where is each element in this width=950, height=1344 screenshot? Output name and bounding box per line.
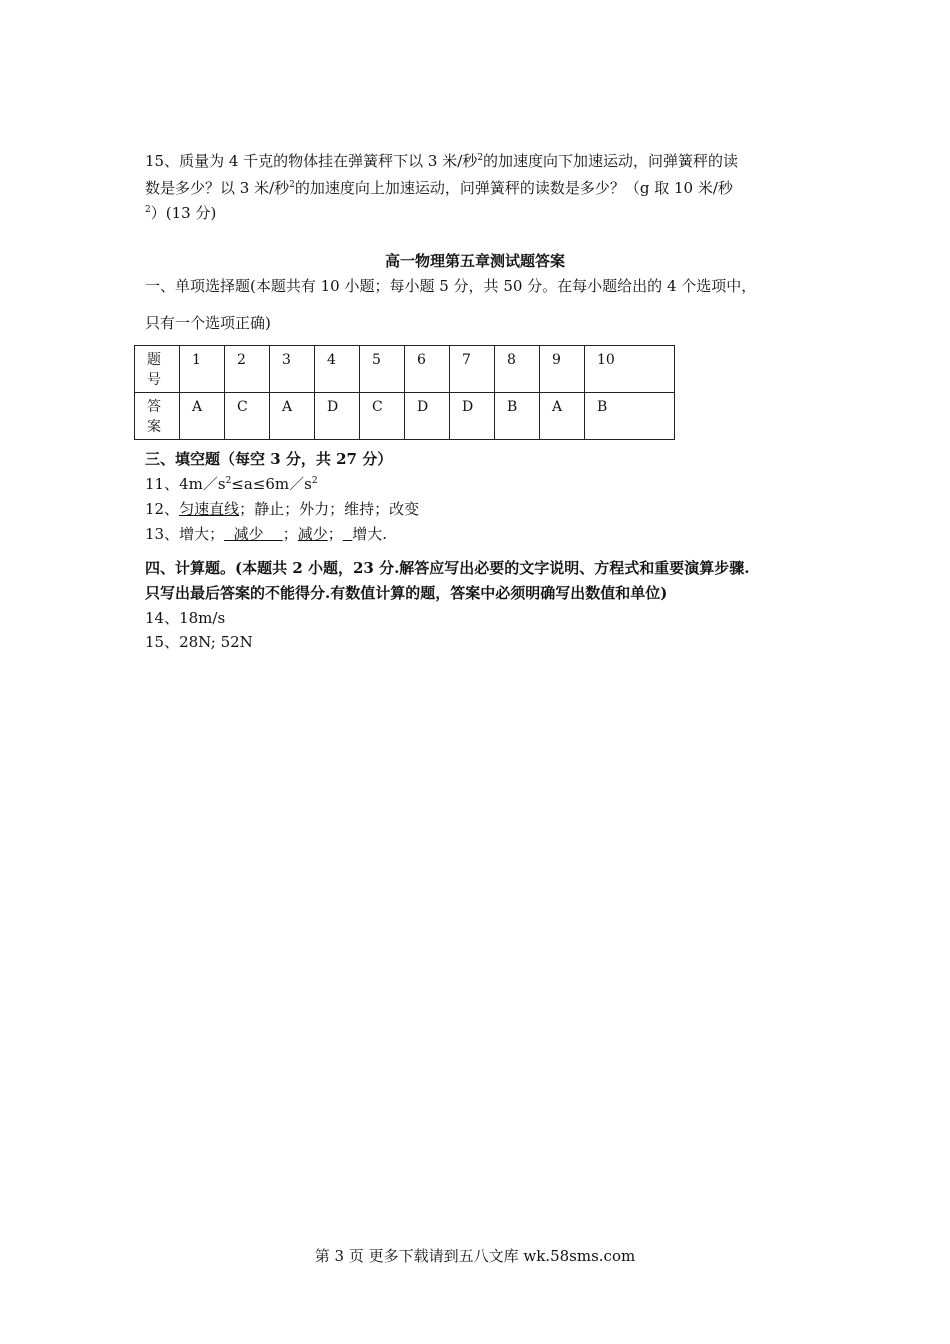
table-cell: 3: [270, 346, 315, 393]
table-row-numbers: [135, 346, 675, 393]
table-cell: 10: [585, 346, 675, 393]
table-cell: 1: [180, 346, 225, 393]
question-15-line-1: 15、质量为 4 千克的物体挂在弹簧秤下以 3 米/秒$^2$的加速度向下加速运动，问弹簧秤的读: [145, 152, 739, 170]
table-cell: D: [450, 393, 495, 440]
answer-table: [134, 345, 675, 440]
table-cell: A: [270, 393, 315, 440]
table-cell: D: [315, 393, 360, 440]
table-cell: 9: [540, 346, 585, 393]
table-cell: D: [405, 393, 450, 440]
page-footer: 第 3 页 更多下载请到五八文库 wk.58sms.com: [314, 1247, 636, 1265]
table-cell: B: [585, 393, 675, 440]
section-4-heading-2: 只写出最后答案的不能得分.有数值计算的题，答案中必须明确写出数值和单位): [145, 584, 668, 602]
answer-13: 13、增大； 减少 ；减少； 增大.: [145, 525, 388, 543]
table-cell: C: [225, 393, 270, 440]
section-4-heading-1: 四、计算题。(本题共 2 小题，23 分.解答应写出必要的文字说明、方程式和重要演算步骤.: [145, 559, 750, 577]
question-15-line-3: $^2$）(13 分): [145, 204, 217, 222]
question-15-line-2: 数是多少？以 3 米/秒$^2$的加速度向上加速运动，问弹簧秤的读数是多少？（g 取 10 米/秒: [145, 179, 733, 197]
table-cell: A: [540, 393, 585, 440]
table-row-answers: [135, 393, 675, 440]
answer-title: 高一物理第五章测试题答案: [384, 252, 565, 270]
table-head-answer: 答 案: [135, 393, 180, 440]
section-1-line-1: 一、单项选择题(本题共有 10 小题；每小题 5 分，共 50 分。在每小题给出的 4 个选项中，: [145, 277, 757, 295]
table-cell: 8: [495, 346, 540, 393]
table-cell: 5: [360, 346, 405, 393]
table-cell: 6: [405, 346, 450, 393]
table-head-number: 题 号: [135, 346, 180, 393]
answer-14: 14、18m/s: [145, 609, 226, 627]
table-cell: B: [495, 393, 540, 440]
table-cell: 7: [450, 346, 495, 393]
answer-12: 12、匀速直线；静止；外力；维持；改变: [145, 500, 420, 518]
table-cell: C: [360, 393, 405, 440]
section-3-heading: 三、填空题（每空 3 分，共 27 分）: [145, 450, 393, 468]
answer-11: 11、$4m/s^2\le a\le 6m/s^2$: [145, 475, 318, 493]
answer-15: 15、28N; 52N: [145, 633, 253, 651]
table-cell: 4: [315, 346, 360, 393]
section-1-line-2: 只有一个选项正确): [145, 314, 271, 332]
table-cell: A: [180, 393, 225, 440]
table-cell: 2: [225, 346, 270, 393]
